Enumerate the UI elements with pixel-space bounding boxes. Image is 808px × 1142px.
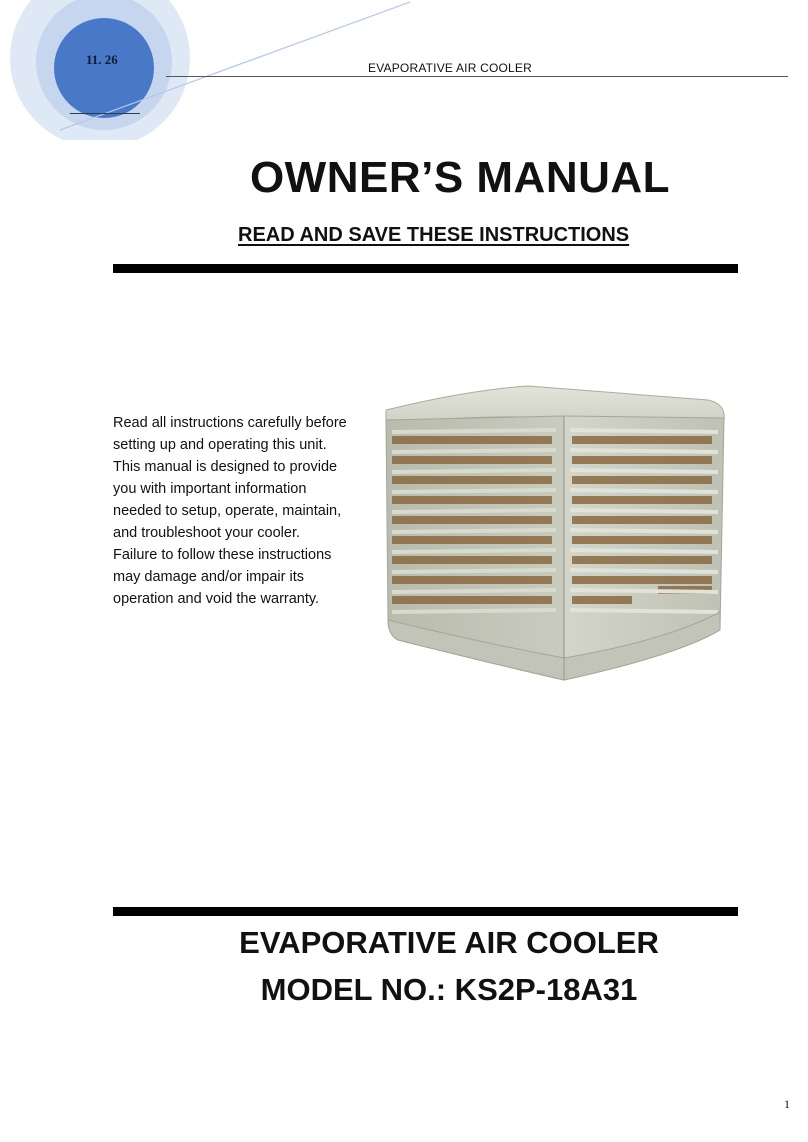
intro-paragraph (113, 412, 363, 610)
intro-line: may damage and/or impair its (113, 569, 304, 585)
intro-line: operation and void the warranty. (113, 591, 320, 607)
model-number: MODEL NO.: KS2P-18A31 (260, 972, 638, 1007)
running-header: EVAPORATIVE AIR COOLER (368, 61, 532, 75)
intro-line: setting up and operating this unit. (113, 437, 327, 453)
intro-line: you with important information (113, 481, 307, 497)
intro-line: Read all instructions carefully before (113, 415, 347, 431)
header-rule (166, 76, 788, 77)
date-label: 11. 26 (86, 52, 118, 67)
document-subtitle: READ AND SAVE THESE INSTRUCTIONS (238, 224, 630, 246)
intro-line: This manual is designed to provide (113, 459, 338, 475)
date-underline (70, 113, 140, 114)
intro-line: and troubleshoot your cooler. (113, 525, 301, 541)
bottom-divider (113, 907, 738, 916)
document-title: OWNER’S MANUAL (249, 153, 671, 202)
product-name: EVAPORATIVE AIR COOLER (239, 925, 659, 960)
corner-decoration (0, 0, 430, 140)
top-divider (113, 264, 738, 273)
page-number: 1 (784, 1097, 790, 1111)
intro-line: Failure to follow these instructions (113, 547, 332, 563)
air-cooler-image (378, 380, 728, 690)
intro-line: needed to setup, operate, maintain, (113, 503, 342, 519)
